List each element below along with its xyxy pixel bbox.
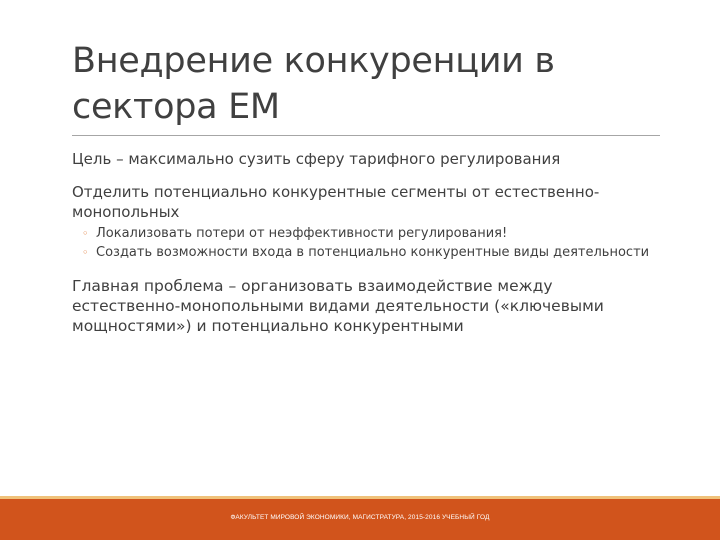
footer-text: ФАКУЛЬТЕТ МИРОВОЙ ЭКОНОМИКИ, МАГИСТРАТУРА, 2015-2016 УЧЕБНЫЙ ГОД (230, 514, 490, 521)
sub-bullet-item (82, 224, 662, 243)
open-circle-bullet-icon: ◦ (82, 246, 89, 259)
body-paragraph-separate: Отделить потенциально конкурентные сегменты от естественно-монопольных (72, 183, 600, 221)
sub-bullet-list (82, 224, 662, 262)
title-divider (72, 135, 660, 136)
sub-bullet-item (82, 243, 662, 262)
body-paragraph-goal: Цель – максимально сузить сферу тарифного регулирования (72, 150, 561, 168)
slide-body (72, 149, 662, 336)
open-circle-bullet-icon: ◦ (82, 227, 89, 240)
footer-bar (0, 499, 720, 540)
slide-title: Внедрение конкуренции в сектора ЕМ (72, 41, 555, 127)
sub-bullet-text: Локализовать потери от неэффективности регулирования! (96, 226, 508, 241)
body-paragraph-main-problem: Главная проблема – организовать взаимодействие между естественно-монопольными видами деятельности («ключевыми мощностями») и потенциально конкурентными (72, 277, 604, 335)
sub-bullet-text: Создать возможности входа в потенциально конкурентные виды деятельности (96, 245, 650, 260)
